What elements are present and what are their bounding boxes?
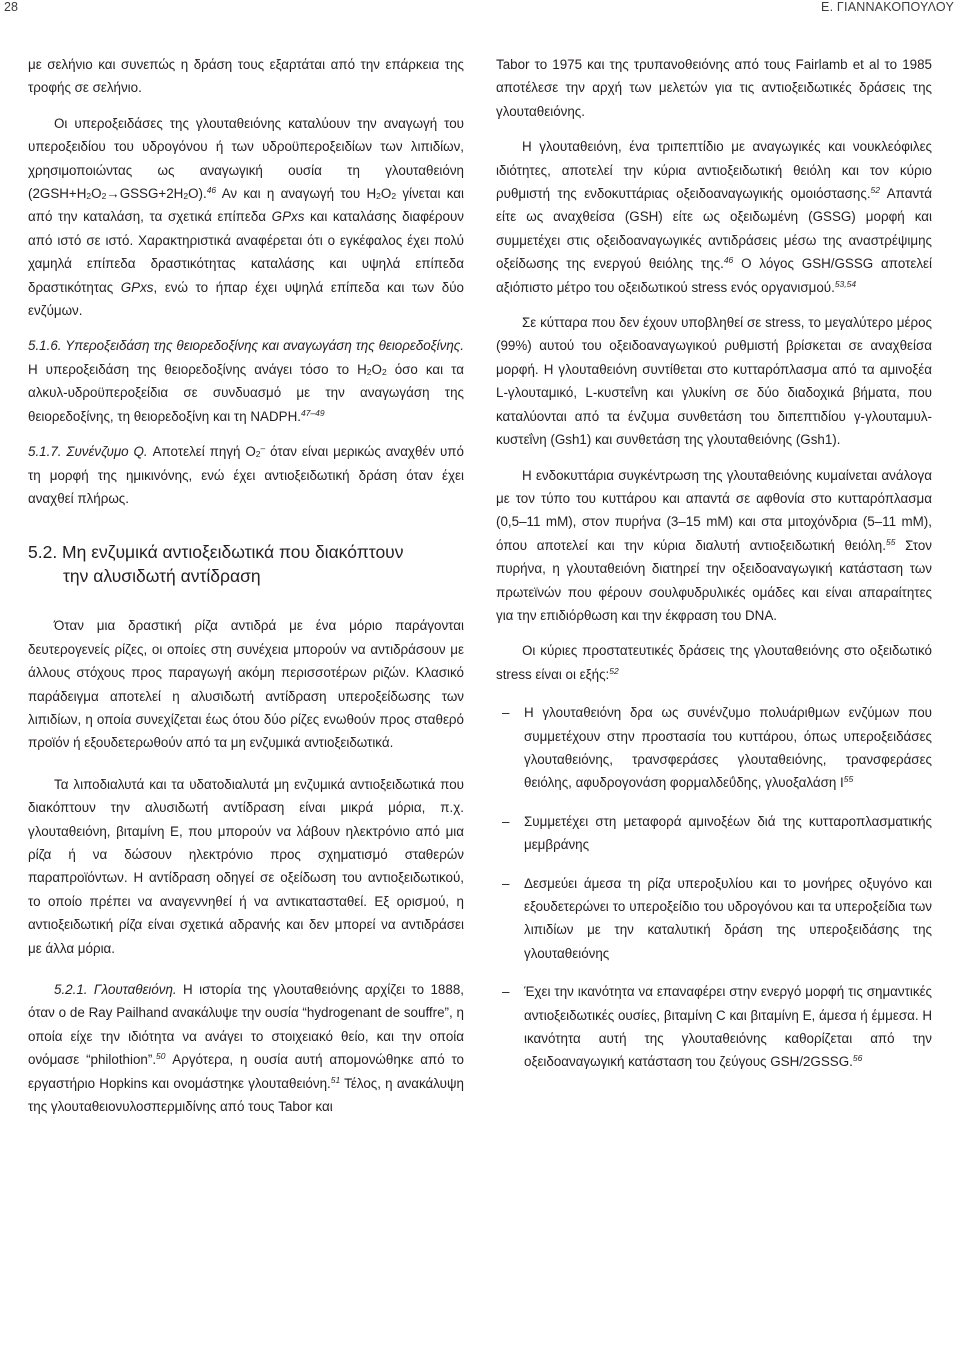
citation-ref: 46 <box>206 185 217 196</box>
list-item: – Η γλουταθειόνη δρα ως συνένζυμο πολυάριθμων ενζύμων που συμμετέχουν στην προστασία του κυττάρου, όπως υπεροξειδάσες γλουταθειόνης, τρανσφεράσες γλουταθειόνης, τρανσφεράσες θειόλης, αφυδρογονάση φορμαλδεΰδης, γλυοξαλάση $I^{55}$ <box>496 701 932 795</box>
left-paragraph-glutathione-history: 5.2.1. Γλουταθειόνη. Η ιστορία της γλουταθειόνης αρχίζει το 1888, όταν ο de Ray Pailhand ανακάλυψε την ουσία “hydrogenant de souffre”, η οποία είχε την ιδιότητα να ανάγει το στοιχειακό θείο, και την οποία ονόμασε “philothion”.$^{50}$ Αργότερα, η ουσία αυτή απομονώθηκε από το εργαστήριο Hopkins και ονομάστηκε γλουταθειόνη.$^{51}$ Τέλος, η ανακάλυψη της γλουταθειονυλοσπερμιδίνης από τους Tabor και <box>28 982 465 1115</box>
dash-bullet: – <box>502 705 510 721</box>
citation-ref: 51 <box>330 1074 341 1085</box>
citation-ref: 50 <box>156 1051 166 1062</box>
citation-ref: 53,54 <box>834 278 857 289</box>
right-paragraph-synthesis: Σε κύτταρα που δεν έχουν υποβληθεί σε stress, το μεγαλύτερο μέρος (99%) αυτού του οξειδοαναγωγικού ρυθμιστή βρίσκεται σε αναχθείσα μορφή. Η γλουταθειόνη συντίθεται στο κυτταρόπλασμα από τα αμινοξέα L-γλουταμικό, L-κυστεΐνη και γλυκίνη σε δύο διαδοχικά βήματα, που καταλύονται από τα ένζυμα συνθετάση του διπεπτιδίου γ-γλουταμυλ-κυστεΐνη (Gsh1) και συνθετάση της γλουταθειόνης (Gsh1). <box>496 315 932 448</box>
left-paragraph-radicals: Όταν μια δραστική ρίζα αντιδρά με ένα μόριο παράγονται δευτερογενείς ρίζες, οι οποίες στη συνέχεια μπορούν να αντιδράσουν με άλλους στόχους προς παραγωγή ακόμη περισσοτέρων ριζών. Κλασικό παράδειγμα αποτελεί η αλυσιδωτή αντίδραση υπεροξείδωσης των λιπιδίων, η οποία συνεχίζεται έως ότου δύο ρίζες ενωθούν προς σταθερό προϊόν ή εξουδετερωθούν από τα μη ενζυμικά αντιοξειδωτικά. <box>28 618 464 751</box>
right-paragraph-glutathione: Η γλουταθειόνη, ένα τριπεπτίδιο με αναγωγικές και νουκλεόφιλες ιδιότητες, αποτελεί την κύρια αντιοξειδωτική θειόλη και τον κύριο ρυθμιστή της ενδοκυττάριας οξειδοαναγωγικής ομοιόστασης.$^{52}$ Απαντά είτε ως αναχθείσα (GSH) είτε ως οξειδωμένη (GSSG) μορφή και συμμετέχει στις οξειδοαναγωγικές αντιδράσεις μέσω της αναστρέψιμης οξείδωσης της ενεργού θειόλης της.$^{46}$ Ο λόγος GSH/GSSG αποτελεί αξιόπιστο μέτρο του οξειδωτικού stress ενός οργανισμού.$^{53,54}$ <box>496 139 932 295</box>
list-item: – Δεσμεύει άμεσα τη ρίζα υπεροξυλίου και το μονήρες οξυγόνο και εξουδετερώνει το υπεροξείδιο του υδρογόνου και τα υπεροξείδια των λιπιδίων με την καταλυτική δράση της υπεροξειδάσης της γλουταθειόνης <box>496 872 932 966</box>
left-paragraph-antioxidants: Τα λιποδιαλυτά και τα υδατοδιαλυτά μη ενζυμικά αντιοξειδωτικά που διακόπτουν την αλυσιδωτή αντίδραση είναι μικρά μόρια, π.χ. γλουταθειόνη, βιταμίνη Ε, που μπορούν να λάβουν ηλεκτρόνιο από μια ρίζα ή να δώσουν ηλεκτρόνιο προς σχηματισμό σταθερών παραπροϊόντων. Η αντίδραση οδηγεί σε οξείδωση του αντιοξειδωτικού, το οποίο πρέπει να αναγεννηθεί ή να αντικατασταθεί. Εξ ορισμού, η αντιοξειδωτική ρίζα είναι σχετικά αδρανής και δεν μπορεί να αντιδράσει με άλλα μόρια. <box>28 776 464 956</box>
protective-actions-list <box>496 701 932 1074</box>
citation-ref: 55 <box>885 536 896 547</box>
dash-bullet: – <box>502 813 510 829</box>
section-heading <box>28 540 464 588</box>
page-number: 28 <box>4 0 18 14</box>
running-head: Ε. ΓΙΑΝΝΑΚΟΠΟΥΛΟΥ <box>821 0 954 14</box>
citation-ref: 47–49 <box>300 407 325 418</box>
right-paragraph-1: Tabor το 1975 και της τρυπανοθειόνης από τους Fairlamb et al το 1985 αποτέλεσε την αρχή των μελετών για τις αντιοξειδωτικές δράσεις της γλουταθειόνης. <box>496 57 932 119</box>
section-heading-line-2: την αλυσιδωτή αντίδραση <box>63 566 261 587</box>
citation-ref: 56 <box>852 1053 863 1064</box>
list-item: – Συμμετέχει στη μεταφορά αμινοξέων διά της κυτταροπλασματικής μεμβράνης <box>496 810 932 857</box>
subsection-title: 5.1.6. Υπεροξειδάση της θειορεδοξίνης και αναγωγάση της θειορεδοξίνης. <box>28 338 464 354</box>
page-header <box>0 0 960 24</box>
section-heading-line-1: 5.2. Μη ενζυμικά αντιοξειδωτικά που διακόπτουν <box>28 542 404 563</box>
subsection-title: 5.1.7. Συνένζυμο Q. <box>28 444 148 460</box>
subsection-title: 5.2.1. Γλουταθειόνη. <box>54 982 177 997</box>
citation-ref: 52 <box>609 665 619 676</box>
left-paragraph-glutathione-peroxidases: Οι υπεροξειδάσες της γλουταθειόνης καταλύουν την αναγωγή του υπεροξειδίου του υδρογόνου ή των υδροϋπεροξειδίων των λιπιδίων, χρησιμοποιώντας ως αναγωγική ουσία τη γλουταθειόνη $(2GSH+H_2O_2\to GSSG+2H_2O).^{46}$ Αν και η αναγωγή του $H_2O_2$ γίνεται και από την καταλάση, τα σχετικά επίπεδα GPxs και καταλάσης διαφέρουν από ιστό σε ιστό. Χαρακτηριστικά αναφέρεται ότι ο εγκέφαλος έχει πολύ χαμηλά επίπεδα δραστικότητας καταλάσης και υψηλά επίπεδα δραστικότητας GPxs, ενώ το ήπαρ έχει υψηλά επίπεδα και των δύο ενζύμων. <box>28 115 464 319</box>
right-paragraph-concentration: Η ενδοκυττάρια συγκέντρωση της γλουταθειόνης κυμαίνεται ανάλογα με τον τύπο του κυττάρου και απαντά σε αφθονία στο κυτταρόπλασμα (0,5–11 mM), στον πυρήνα (3–15 mM) και στα μιτοχόνδρια (5–11 mM), όπου αποτελεί και την κύρια διαλυτή αντιοξειδωτική θειόλη.$^{55}$ Στον πυρήνα, η γλουταθειόνη διατηρεί την οξειδοαναγωγική κατάσταση των πρωτεϊνών που φέρουν σουλφυδρυλικές ομάδες και είναι απαραίτητες για την επιδιόρθωση και την έκφραση του DNA. <box>496 467 932 623</box>
list-item: – Έχει την ικανότητα να επαναφέρει στην ενεργό μορφή τις σημαντικές αντιοξειδωτικές ουσίες, βιταμίνη C και βιταμίνη Ε, άμεσα ή έμμεσα. Η ικανότητα αυτή της γλουταθειόνης καθορίζεται από την οξειδοαναγωγική κατάσταση του ζεύγους GSH/2GSSG.$^{56}$ <box>496 980 932 1074</box>
citation-ref: 46 <box>723 255 734 266</box>
left-paragraph-thioredoxin: 5.1.6. Υπεροξειδάση της θειορεδοξίνης και αναγωγάση της θειορεδοξίνης. Η υπεροξειδάση της θειορεδοξίνης ανάγει τόσο το $H_2O_2$ όσο και τα αλκυλ-υδροϋπεροξείδια σε συνδυασμό με την αναγωγάση της θειορεδοξίνης, τη θειορεδοξίνη και τη NADPH.$^{47-49}$ <box>28 338 464 424</box>
dash-bullet: – <box>502 984 510 1000</box>
right-column <box>496 53 932 1074</box>
left-paragraph-coenzyme-q: 5.1.7. Συνένζυμο Q. Αποτελεί πηγή $O_2^-$ όταν είναι μερικώς αναχθέν υπό τη μορφή της ημικινόνης, ενώ έχει αντιοξειδωτική δράση όταν έχει αναχθεί πλήρως. <box>28 443 464 506</box>
dash-bullet: – <box>502 875 510 891</box>
citation-ref: 52 <box>870 185 881 196</box>
left-column <box>28 53 464 1118</box>
right-paragraph-protective-actions: Οι κύριες προστατευτικές δράσεις της γλουταθειόνης στο οξειδωτικό stress είναι οι εξής:$^{52}$ <box>496 643 932 682</box>
citation-ref: 55 <box>843 774 854 785</box>
left-paragraph-1: με σελήνιο και συνεπώς η δράση τους εξαρτάται από την επάρκεια της τροφής σε σελήνιο. <box>28 57 464 96</box>
